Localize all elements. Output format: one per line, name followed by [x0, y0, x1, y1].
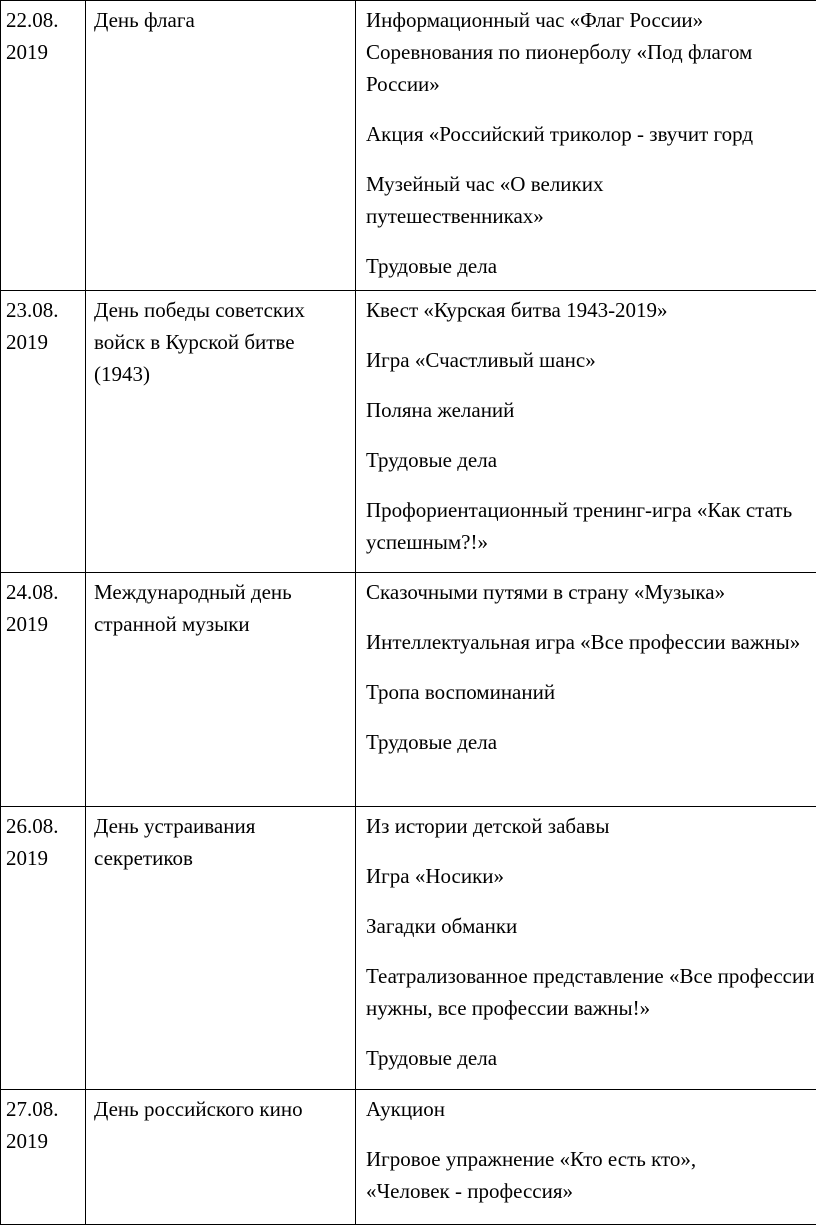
activity-item: Акция «Российский триколор - звучит горд	[366, 122, 754, 146]
activities-cell	[356, 1090, 816, 1225]
activity-item: Информационный час «Флаг России»	[366, 8, 704, 32]
activity-item: Интеллектуальная игра «Все профессии важны»	[366, 630, 801, 654]
activity-item: Трудовые дела	[366, 254, 498, 278]
activity-item: Трудовые дела	[366, 1046, 498, 1070]
activity-item: Тропа воспоминаний	[366, 680, 556, 704]
table-row	[1, 291, 816, 573]
table-row	[1, 573, 816, 807]
activity-item: Трудовые дела	[366, 448, 498, 472]
date-cell: 24.08. 2019	[1, 573, 86, 807]
table-row	[1, 807, 816, 1090]
activity-item: Трудовые дела	[366, 730, 498, 754]
activity-item: Игра «Счастливый шанс»	[366, 348, 596, 372]
activity-item: Аукцион	[366, 1097, 446, 1121]
table-row	[1, 1090, 816, 1225]
date-cell: 26.08. 2019	[1, 807, 86, 1090]
activity-item: Сказочными путями в страну «Музыка»	[366, 580, 726, 604]
activities-cell	[356, 291, 816, 573]
event-cell: День флага	[86, 1, 356, 291]
activity-item: Поляна желаний	[366, 398, 515, 422]
activity-item: Профориентационный тренинг-игра «Как стать успешным?!»	[366, 498, 793, 554]
activities-cell	[356, 1, 816, 291]
date-cell: 22.08. 2019	[1, 1, 86, 291]
activity-item: Музейный час «О великих путешественниках»	[366, 172, 604, 228]
activity-item: Соревнования по пионерболу «Под флагом России»	[366, 40, 753, 96]
event-cell: Международный день странной музыки	[86, 573, 356, 807]
activity-item: Из истории детской забавы	[366, 814, 610, 838]
activity-item: Игра «Носики»	[366, 864, 505, 888]
event-cell: День устраивания секретиков	[86, 807, 356, 1090]
date-cell: 27.08. 2019	[1, 1090, 86, 1225]
activity-item: Загадки обманки	[366, 914, 518, 938]
activities-cell	[356, 573, 816, 807]
activity-item: Игровое упражнение «Кто есть кто», «Человек - профессия»	[366, 1147, 697, 1203]
activities-cell	[356, 807, 816, 1090]
activity-item: Театрализованное представление «Все профессии нужны, все профессии важны!»	[366, 964, 815, 1020]
event-cell: День победы советских войск в Курской битве (1943)	[86, 291, 356, 573]
activity-item: Квест «Курская битва 1943-2019»	[366, 298, 668, 322]
event-cell: День российского кино	[86, 1090, 356, 1225]
date-cell: 23.08. 2019	[1, 291, 86, 573]
table-row	[1, 1, 816, 291]
